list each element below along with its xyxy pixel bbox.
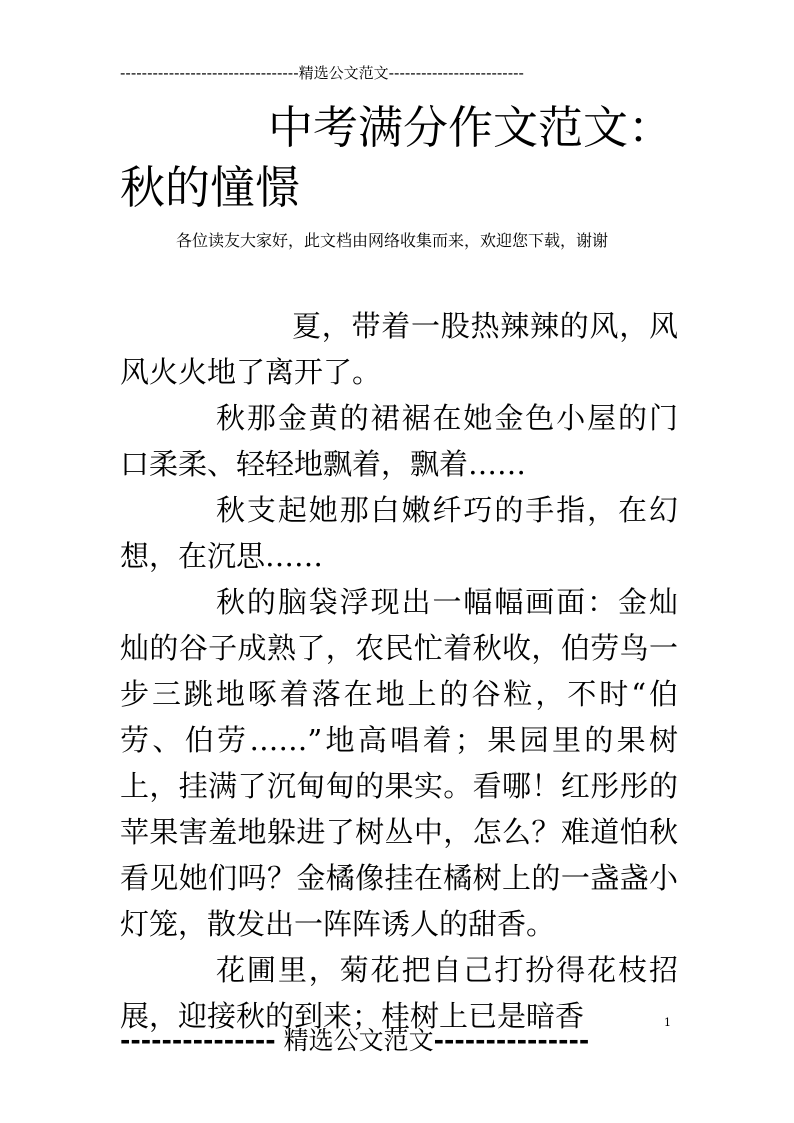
intro-note: 各位读友大家好，此文档由网络收集而来，欢迎您下载，谢谢	[176, 231, 609, 250]
title-line-1: 中考满分作文范文：	[268, 101, 674, 154]
paragraph-2: 秋那金黄的裙裾在她金色小屋的门口柔柔、轻轻地飘着，飘着……	[120, 401, 678, 481]
paragraph-5: 花圃里，菊花把自己打扮得花枝招展，迎接秋的到来；桂树上已是暗香	[120, 953, 678, 1033]
footer-label: 精选公文范文	[283, 1026, 434, 1055]
footer-right-dashes: ---------------	[433, 1026, 590, 1055]
article-body	[120, 303, 678, 1039]
title-line-2: 秋的憧憬	[120, 161, 301, 214]
header-right-dashes: -------------------------	[388, 64, 524, 82]
page-header	[120, 62, 665, 84]
paragraph-4: 秋的脑袋浮现出一幅幅画面：金灿灿的谷子成熟了，农民忙着秋收，伯劳鸟一步三跳地啄着落在地上的谷粒，不时“伯劳、伯劳……”地高唱着；果园里的果树上，挂满了沉甸甸的果实。看哪！红彤彤的苹果害羞地躲进了树丛中，怎么？难道怕秋看见她们吗？金橘像挂在橘树上的一盏盏小灯笼，散发出一阵阵诱人的甜香。	[120, 585, 678, 941]
footer-left-dashes: ---------------	[120, 1026, 276, 1055]
page-footer	[120, 1024, 645, 1058]
header-left-dashes: ---------------------------------	[120, 64, 299, 82]
header-label: 精选公文范文	[298, 64, 389, 82]
paragraph-1: 夏，带着一股热辣辣的风，风风火火地了离开了。	[120, 309, 678, 389]
page-number: 1	[664, 1016, 671, 1029]
document-title	[120, 98, 680, 218]
paragraph-3: 秋支起她那白嫩纤巧的手指，在幻想，在沉思……	[120, 493, 678, 573]
